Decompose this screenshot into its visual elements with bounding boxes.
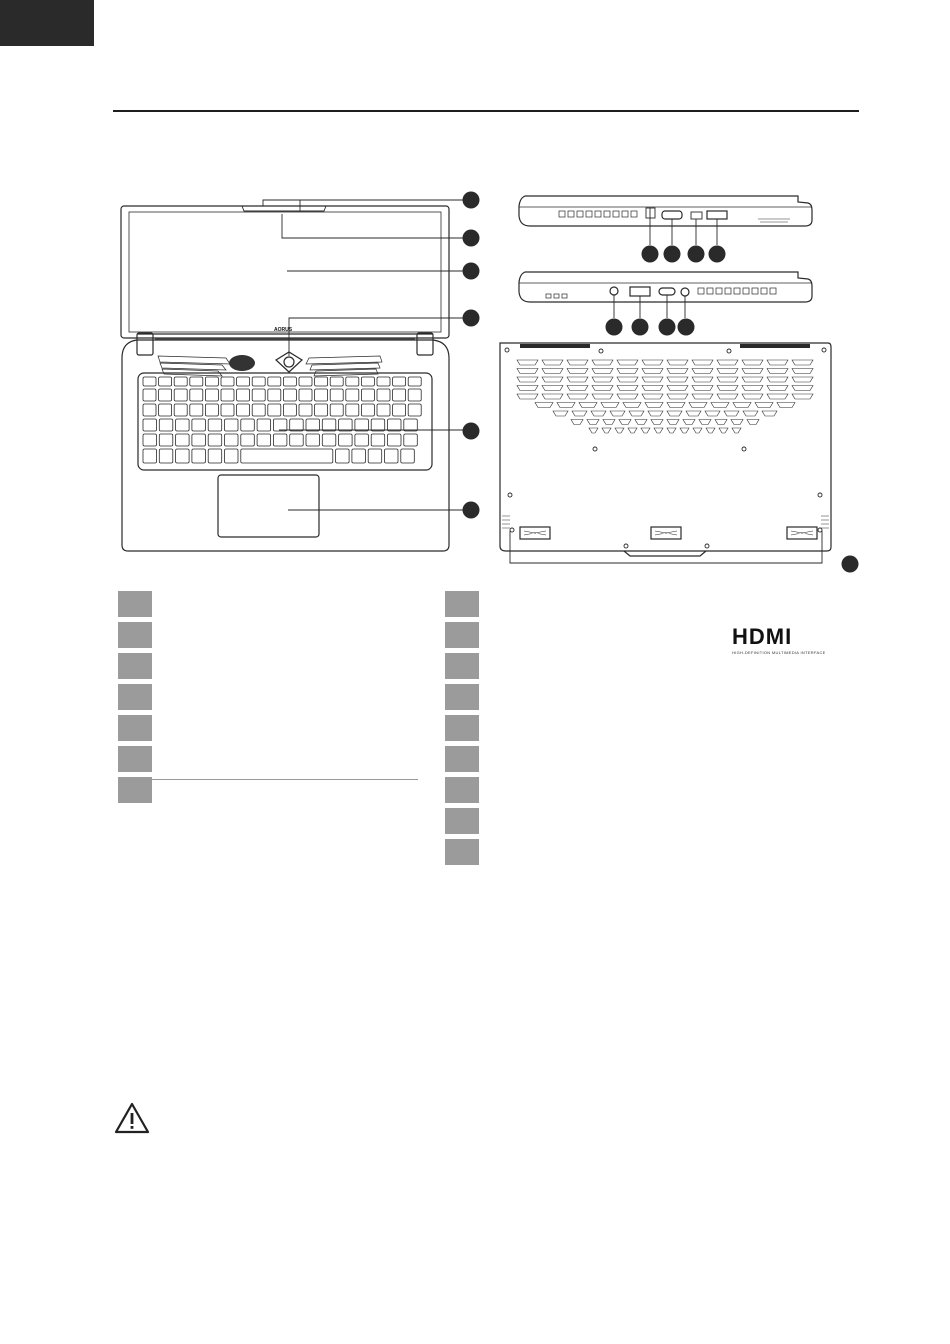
legend-number-box (118, 746, 152, 772)
legend-left-column (118, 591, 152, 808)
legend-number-box (445, 746, 479, 772)
legend-number-box (118, 684, 152, 710)
top-view-callout-markers (463, 192, 480, 519)
legend-number-box (445, 622, 479, 648)
hdmi-tagline: HIGH-DEFINITION MULTIMEDIA INTERFACE (732, 650, 826, 655)
legend-number-box (118, 622, 152, 648)
legend-number-box (118, 777, 152, 803)
legend-number-box (445, 839, 479, 865)
legend-number-box (445, 684, 479, 710)
legend-number-box (445, 653, 479, 679)
right-side-callout-markers (642, 246, 726, 263)
laptop-left-side-view (519, 272, 812, 302)
laptop-bottom-view (500, 343, 831, 556)
warning-triangle-icon (114, 1102, 150, 1139)
left-side-callout-markers (606, 319, 695, 336)
legend-divider (151, 779, 418, 780)
legend-number-box (118, 653, 152, 679)
legend-right-column (445, 591, 479, 870)
legend-number-box (118, 591, 152, 617)
legend-number-box (445, 715, 479, 741)
legend-number-box (445, 777, 479, 803)
laptop-top-view (121, 206, 449, 551)
legend-number-box (445, 591, 479, 617)
hdmi-wordmark: HDMI (732, 624, 793, 649)
laptop-right-side-view (519, 196, 812, 226)
aorus-logo: AORUS (273, 327, 293, 333)
hdmi-logo (732, 624, 826, 655)
bottom-callout-marker (842, 556, 859, 573)
legend-number-box (445, 808, 479, 834)
legend-number-box (118, 715, 152, 741)
